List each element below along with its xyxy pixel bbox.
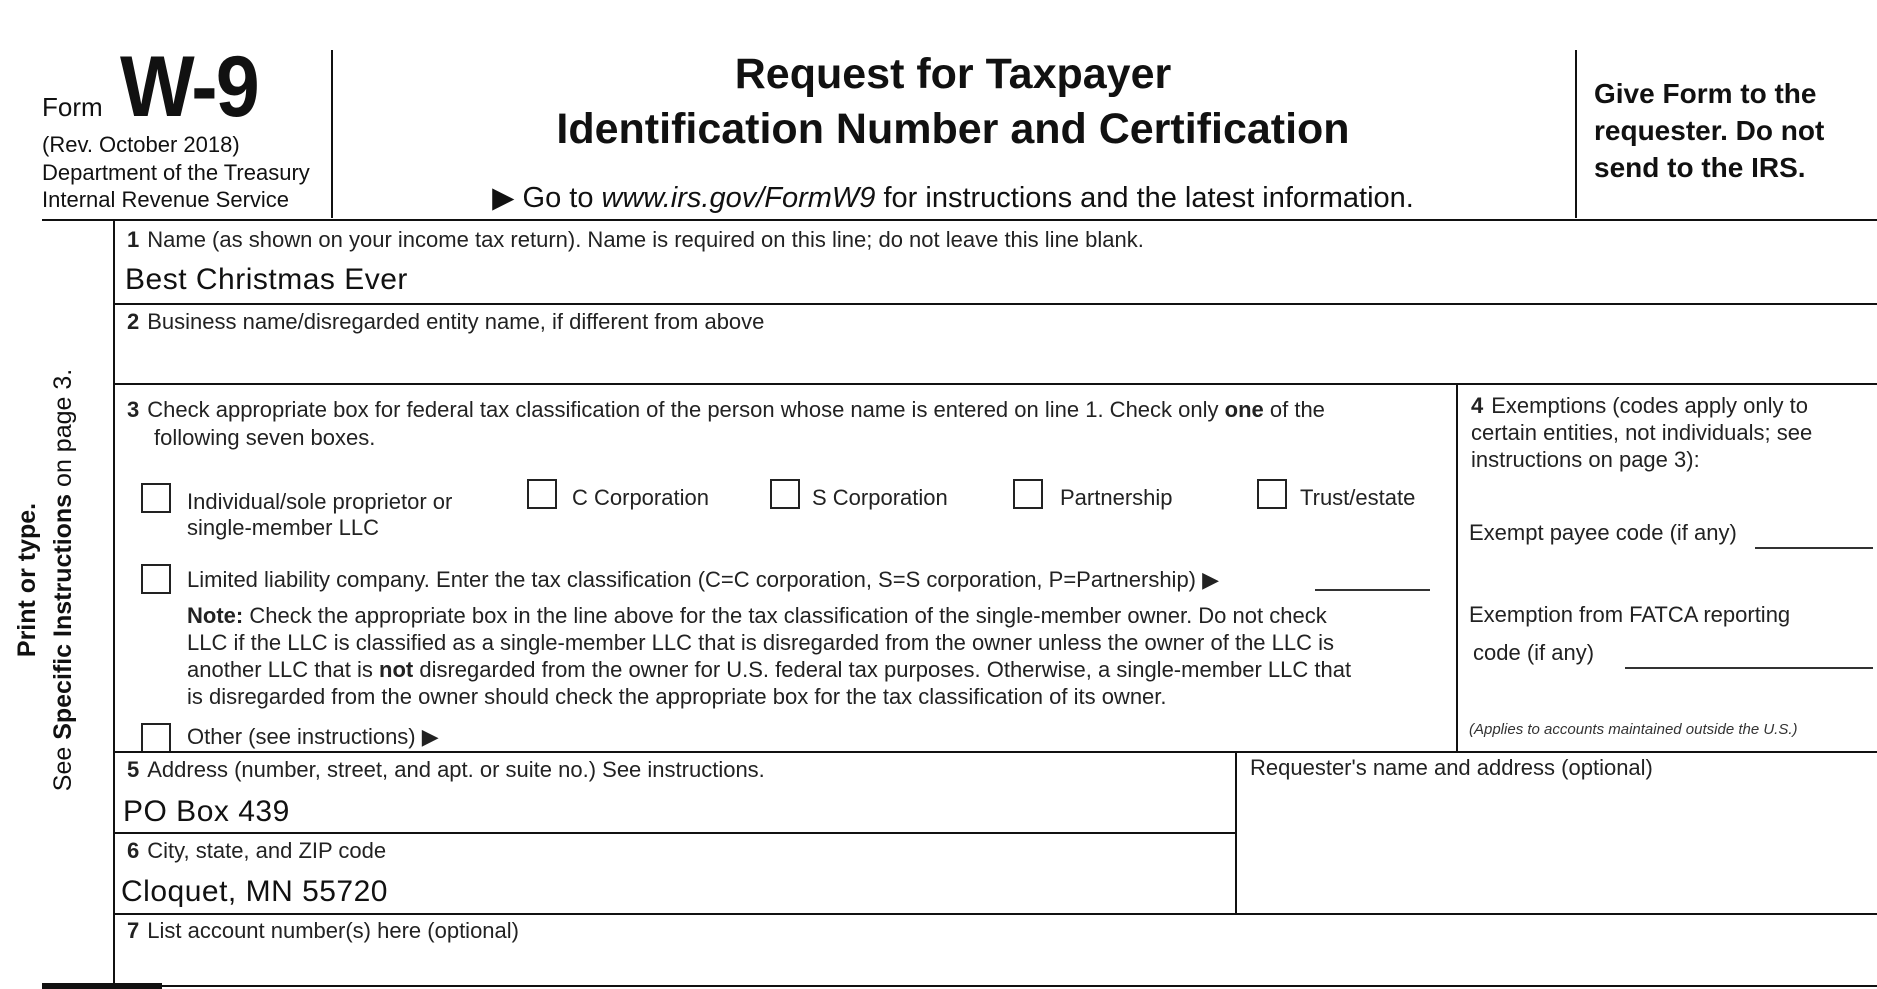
give-form-line2: requester. Do not	[1594, 115, 1825, 146]
line3-number: 3	[127, 397, 140, 422]
s-corporation-checkbox[interactable]	[770, 479, 800, 509]
partnership-label: Partnership	[1060, 485, 1173, 510]
partnership-checkbox[interactable]	[1013, 479, 1043, 509]
form-code: W-9	[120, 39, 258, 135]
line5-value[interactable]: PO Box 439	[123, 795, 290, 828]
llc-checkbox[interactable]	[141, 564, 171, 594]
line7-label: List account number(s) here (optional)	[147, 918, 519, 943]
fatca-input[interactable]	[1625, 667, 1873, 669]
line2-number: 2	[127, 309, 140, 334]
llc-label: Limited liability company. Enter the tax classification (C=C corporation, S=S corporation, P=Partnership) ▶	[187, 567, 1220, 592]
individual-label-a: Individual/sole proprietor or	[187, 489, 453, 514]
line1-number: 1	[127, 227, 140, 252]
line4-label-line2: certain entities, not individuals; see	[1471, 420, 1813, 445]
llc-classification-input[interactable]	[1315, 589, 1430, 591]
form-title-line2: Identification Number and Certification	[556, 105, 1350, 153]
give-form-line1: Give Form to the	[1594, 78, 1817, 109]
line1-value[interactable]: Best Christmas Ever	[125, 263, 408, 296]
other-label: Other (see instructions) ▶	[187, 724, 439, 749]
irs-link[interactable]: www.irs.gov/FormW9	[601, 182, 876, 214]
form-title-line1: Request for Taxpayer	[734, 50, 1172, 98]
note-line1: Note: Check the appropriate box in the line above for the tax classification of the single-member owner. Do not check	[187, 603, 1327, 628]
c-corporation-label: C Corporation	[572, 485, 709, 510]
see-specific-instructions: See Specific Instructions on page 3.	[49, 368, 77, 792]
line3-label-b: of the	[1263, 397, 1325, 422]
goto-suffix: for instructions and the latest information.	[875, 182, 1414, 214]
s-corporation-label: S Corporation	[812, 485, 948, 510]
note-line4: is disregarded from the owner should check the appropriate box for the tax classification of its owner.	[187, 684, 1167, 709]
trust-estate-checkbox[interactable]	[1257, 479, 1287, 509]
line3-label-one: one	[1224, 397, 1264, 422]
requester-name-address-label: Requester's name and address (optional)	[1250, 755, 1653, 780]
instructions-link-line	[333, 180, 1573, 215]
revision-date: (Rev. October 2018)	[42, 132, 240, 157]
c-corporation-checkbox[interactable]	[527, 479, 557, 509]
line5-number: 5	[127, 757, 140, 782]
give-form-line3: send to the IRS.	[1594, 152, 1806, 183]
department: Department of the Treasury	[42, 160, 310, 185]
print-or-type: Print or type.	[13, 502, 41, 658]
other-checkbox[interactable]	[141, 723, 171, 753]
note-line3: another LLC that is not disregarded from the owner for U.S. federal tax purposes. Otherwise, a single-member LLC that	[187, 657, 1352, 682]
individual-checkbox[interactable]	[141, 483, 171, 513]
exempt-payee-label: Exempt payee code (if any)	[1469, 520, 1737, 545]
goto-prefix: ▶ Go to	[492, 182, 602, 214]
requester-name-address-input[interactable]	[1240, 785, 1870, 910]
form-word: Form	[42, 92, 103, 122]
line4-label-line3: instructions on page 3):	[1471, 447, 1700, 472]
agency: Internal Revenue Service	[42, 187, 290, 212]
exempt-payee-input[interactable]	[1755, 547, 1873, 549]
individual-label-b: single-member LLC	[187, 515, 379, 540]
line7-number: 7	[127, 918, 140, 943]
line4-number: 4	[1471, 393, 1484, 418]
fatca-applies-note: (Applies to accounts maintained outside the U.S.)	[1469, 721, 1798, 738]
fatca-label-line1: Exemption from FATCA reporting	[1469, 602, 1791, 627]
line3-label-line2: following seven boxes.	[154, 425, 376, 450]
line6-label: City, state, and ZIP code	[147, 838, 387, 863]
line3-label-a: Check appropriate box for federal tax classification of the person whose name is entered on line 1. Check only	[147, 397, 1225, 422]
line6-value[interactable]: Cloquet, MN 55720	[121, 875, 388, 908]
line6-number: 6	[127, 838, 140, 863]
line1-label: Name (as shown on your income tax return). Name is required on this line; do not leave this line blank.	[147, 227, 1144, 252]
note-line2: LLC if the LLC is classified as a single-member LLC that is disregarded from the owner unless the owner of the LLC is	[187, 630, 1335, 655]
line2-label: Business name/disregarded entity name, if different from above	[147, 309, 765, 334]
fatca-label-line2: code (if any)	[1473, 640, 1595, 665]
line4-label-line1: Exemptions (codes apply only to	[1491, 393, 1808, 418]
line5-label: Address (number, street, and apt. or suite no.) See instructions.	[147, 757, 765, 782]
trust-estate-label: Trust/estate	[1300, 485, 1416, 510]
